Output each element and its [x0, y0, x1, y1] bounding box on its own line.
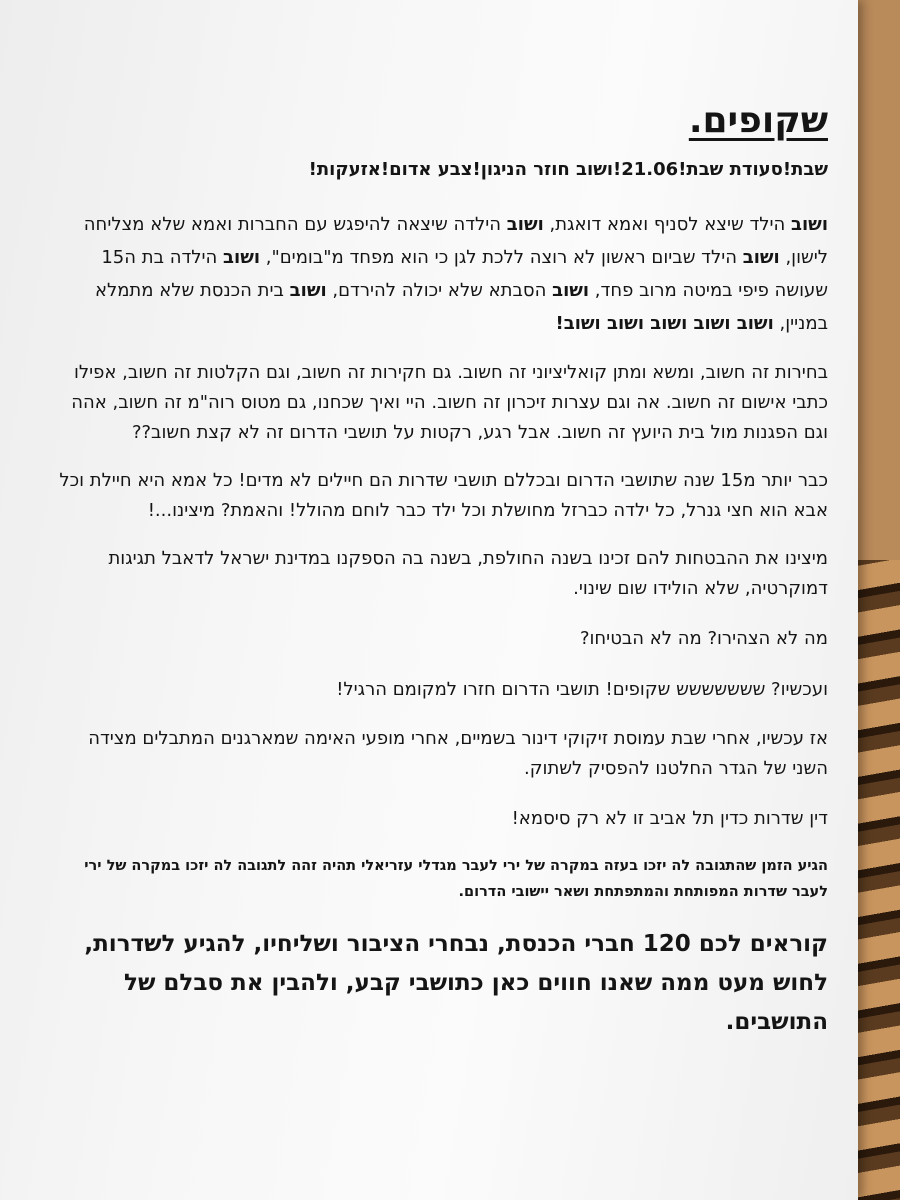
paragraph-transparent: ועכשיו? ששששששש שקופים! תושבי הדרום חזרו למקומם הרגיל! — [336, 679, 828, 700]
text-segment: הילדה בת ה15 שעושה פיפי במיטה מרוב פחד, — [101, 247, 828, 301]
paragraph-response: הגיע הזמן שהתגובה לה יזכו בעזה במקרה של ירי לעבר מגדלי עזריאלי תהיה זהה לתגובה לה יזכו במקרה של ירי לעבר שדרות המפותחת והמתפתחת ושאר יישובי הדרום. — [84, 858, 828, 900]
paragraph-what-is-important: בחירות זה חשוב, ומשא ומתן קואליציוני זה חשוב. גם חקירות זה חשוב, וגם הקלטות זה חשוב, אפילו כתבי אישום זה חשוב. אה וגם עצרות זיכרון זה חשוב. היי ואיך שכחנו, גם מטוס רוה"מ זה חשוב, אהה וגם הפגנות מול בית היועץ זה חשוב. אבל רגע, רקטות על תושבי הדרום זה לא קצת חשוב?? — [71, 362, 828, 443]
text-segment: הסבתא שלא יכולה להירדם, — [326, 280, 553, 301]
text-segment: הילד שביום ראשון לא רוצה ללכת לגן כי הוא מפחד מ"בומים", — [260, 247, 743, 268]
text-segment: בית הכנסת שלא מתמלא במניין, — [94, 280, 828, 334]
bold-again: ושוב — [289, 280, 327, 301]
paragraph-fifteen-years: כבר יותר מ15 שנה שתושבי הדרום ובכללם תושבי שדרות הם חיילים לא מדים! כל אמא היא חיילת וכל אבא הוא חצי גנרל, כל ילדה כברזל מחושלת וכל ילד כבר לוחם מהולל! והאמת? מיצינו...! — [59, 470, 828, 521]
paragraph-again-and-again — [58, 208, 828, 340]
flyer-hashtags: שבת!סעודת שבת!21.06!ושוב חוזר הניגון!צבע אדום!אזעקות! — [308, 159, 828, 180]
bold-again: ושוב — [506, 214, 544, 235]
paragraph-promises: מיצינו את ההבטחות להם זכינו בשנה החולפת, בשנה בה הספקנו במדינת ישראל לדאבל תגיגות דמוקרטיה, שלא הולידו שום שינוי. — [108, 548, 828, 599]
bold-again: ושוב — [791, 214, 828, 235]
paragraph-call-to-knesset: קוראים לכם 120 חברי הכנסת, נבחרי הציבור ושליחיו, להגיע לשדרות, לחוש מעט ממה שאנו חווים כאן כתושבי קבע, ולהבין את סבלם של התושבים. — [84, 931, 828, 1035]
bold-again-repeated: ושוב ושוב ושוב ושוב ושוב! — [555, 313, 774, 334]
bold-again: ושוב — [223, 247, 261, 268]
bold-again: ושוב — [742, 247, 780, 268]
text-segment: הילד שיצא לסניף ואמא דואגת, — [543, 214, 792, 235]
bold-again: ושוב — [552, 280, 590, 301]
paragraph-declarations: מה לא הצהירו? מה לא הבטיחו? — [579, 628, 828, 649]
paragraph-stop-silence: אז עכשיו, אחרי שבת עמוסת זיקוקי דינור בשמיים, אחרי מופעי האימה שמארגנים המתבלים מצידה השני של הגדר החלטנו להפסיק לשתוק. — [88, 728, 828, 779]
paragraph-sderot-tel-aviv: דין שדרות כדין תל אביב זו לא רק סיסמא! — [511, 808, 828, 829]
flyer-content — [58, 100, 828, 1060]
text-segment: הילדה שיצאה להיפגש עם החברות ואמא שלא מצליחה לישון, — [83, 214, 828, 268]
flyer-title: שקופים. — [688, 100, 828, 141]
